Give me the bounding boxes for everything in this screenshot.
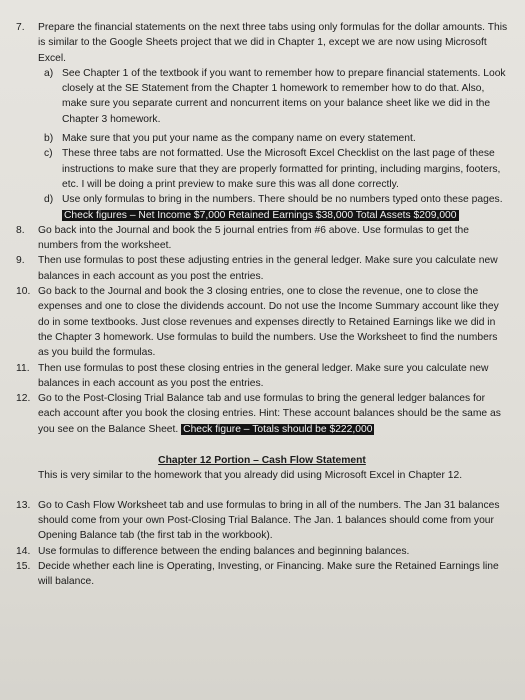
sub-item-d <box>16 192 508 223</box>
item-text: Use formulas to difference between the ending balances and beginning balances. <box>38 545 410 557</box>
instruction-item-9 <box>16 253 508 284</box>
instructions-text <box>16 20 508 589</box>
item-text: Go back into the Journal and book the 5 journal entries from #6 above. Use formulas to get the numbers from the worksheet. <box>38 224 470 252</box>
item-number: 12. <box>16 393 31 405</box>
sub-item-letter: c) <box>44 148 53 160</box>
instruction-item-8 <box>16 223 508 254</box>
item-text: Then use formulas to post these closing entries in the general ledger. Make sure you calculate new balances in each account as you post the entries. <box>38 362 489 389</box>
item-number: 8. <box>16 224 25 236</box>
sub-item-text: Make sure that you put your name as the company name on every statement. <box>62 133 416 145</box>
check-figures-highlight: Check figures – Net Income $7,000 Retained Earnings $38,000 Total Assets $209,000 <box>64 209 457 221</box>
item-number: 9. <box>16 255 25 267</box>
section-intro: This is very similar to the homework that you already did using Microsoft Excel in Chapter 12. <box>38 470 463 482</box>
instruction-item-11 <box>16 361 508 392</box>
sub-item-a <box>16 66 508 127</box>
sub-item-c <box>16 146 508 192</box>
item-text: Then use formulas to post these adjusting entries in the general ledger. Make sure you calculate new balances in each account as you post the entries. <box>38 255 498 282</box>
item-number: 11. <box>16 362 30 374</box>
check-figure-highlight: Check figure – Totals should be $222,000 <box>183 423 373 435</box>
item-number: 10. <box>16 286 31 298</box>
item-text: Go back to the Journal and book the 3 closing entries, one to close the revenue, one to close the expenses and one to close the dividends account. Do not use the Income Summary account like they do in some textbooks. Just close revenues and expenses directly to Retained Earnings like we did in the Chapter 3 homework. Use formulas to build the numbers. Use the Worksheet to find the numbers as you build the formulas. <box>38 286 499 359</box>
sub-item-b <box>16 131 508 146</box>
item-text: Go to the Post-Closing Trial Balance tab and use formulas to bring the general ledger balances for each account after you book the closing entries. Hint: These account balances should be the same as you see on the Balance Sheet. <box>38 393 501 435</box>
section-heading: Chapter 12 Portion – Cash Flow Statement <box>158 455 366 467</box>
item-number: 13. <box>16 499 31 511</box>
sub-item-text: These three tabs are not formatted. Use the Microsoft Excel Checklist on the last page of these instructions to make sure that they are properly formatted for printing, including margins, footers, etc. I will be doing a print preview to make sure this was all done correctly. <box>62 148 501 190</box>
instruction-item-7 <box>16 20 508 66</box>
instruction-item-15 <box>16 559 508 590</box>
instruction-item-10 <box>16 284 508 360</box>
sub-item-text: Use only formulas to bring in the numbers. There should be no numbers typed onto these pages. <box>62 194 503 206</box>
instruction-item-14 <box>16 544 508 559</box>
sub-item-letter: a) <box>44 67 54 79</box>
item-number: 14. <box>16 545 31 557</box>
sub-item-letter: d) <box>44 194 54 206</box>
sub-item-text: See Chapter 1 of the textbook if you want to remember how to prepare financial statements. Look closely at the SE Statement from the Chapter 1 homework to remember how to do that. Also, make sure you separate current and noncurrent items on your balance sheet like we did in the Chapter 3 homework. <box>62 67 506 125</box>
instruction-item-13 <box>16 498 508 544</box>
item-number: 7. <box>16 22 25 33</box>
item-number: 15. <box>16 560 31 572</box>
instruction-item-12 <box>16 391 508 437</box>
item-text: Decide whether each line is Operating, Investing, or Financing. Make sure the Retained Earnings line will balance. <box>38 560 499 588</box>
item-text: Go to Cash Flow Worksheet tab and use formulas to bring in all of the numbers. The Jan 31 balances should come from your own Post-Closing Trial Balance. The Jan. 1 balances should come from your Opening Balance tab (the first tab in the workbook). <box>38 499 500 542</box>
sub-item-letter: b) <box>44 133 54 145</box>
item-text: Prepare the financial statements on the next three tabs using only formulas for the dollar amounts. This is similar to the Google Sheets project that we did in Chapter 1, except we are now using Microsoft Excel. <box>38 22 508 64</box>
